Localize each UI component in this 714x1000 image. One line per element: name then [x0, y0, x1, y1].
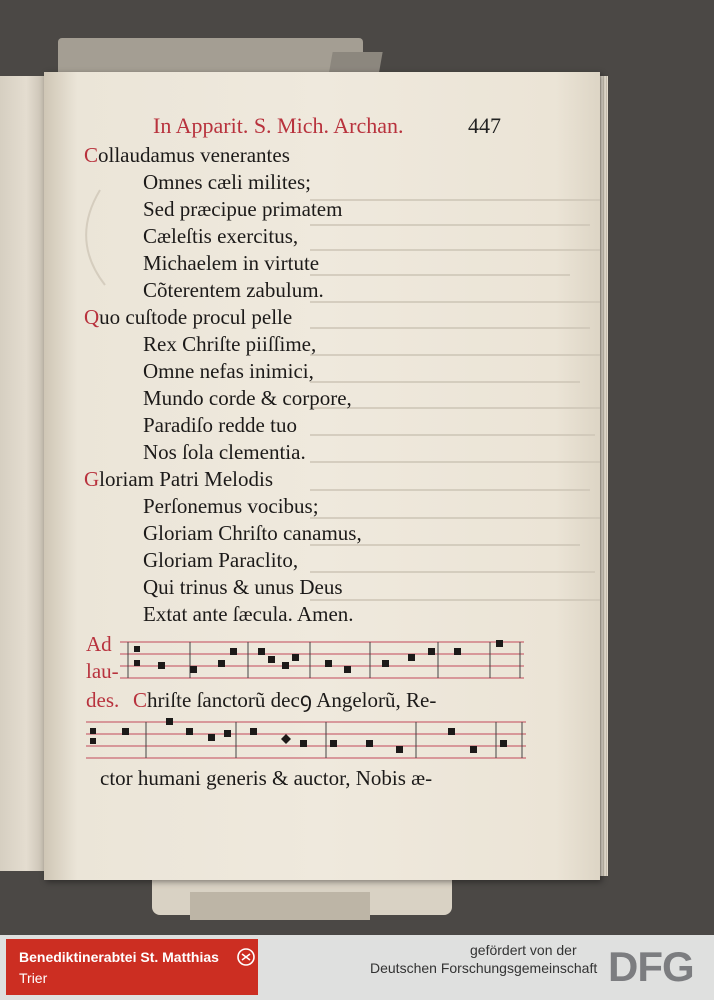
chant-staff-1	[120, 636, 524, 682]
stanza-3-line-4: Qui trinus & unus Deus	[143, 575, 343, 599]
stanza-3-line-5: Extat ante ſæcula. Amen.	[143, 602, 354, 626]
stanza-2-line-1: Rex Chriſte piiſſime,	[143, 332, 317, 356]
stanza-3-first-line	[84, 467, 273, 492]
stanza-2-line-2: Omne nefas inimici,	[143, 359, 314, 383]
page-header: In Apparit. S. Mich. Archan.	[153, 113, 404, 138]
stanza-1-line-2: Sed præcipue primatem	[143, 197, 343, 221]
stanza-1-line-3: Cæleſtis exercitus,	[143, 224, 299, 248]
stanza-2-line-5: Nos ſola clementia.	[143, 440, 306, 464]
bottom-binding-shadow	[190, 892, 370, 920]
stanza-1-initial: C	[84, 143, 99, 167]
stanza-2-initial: Q	[84, 305, 100, 329]
abbey-emblem-icon	[236, 947, 256, 967]
rubric-ad: Ad	[86, 632, 112, 656]
stanza-1-first-line	[84, 143, 290, 168]
chant-lyric-1	[133, 686, 436, 714]
stanza-3-line-2: Gloriam Chriſto canamus,	[143, 521, 362, 545]
stanza-3-initial: G	[84, 467, 100, 491]
stanza-2-line-4: Paradiſo redde tuo	[143, 413, 297, 437]
institution-city: Trier	[19, 970, 48, 986]
funded-by-line-1: gefördert von der	[470, 942, 577, 958]
institution-badge[interactable]	[6, 939, 258, 995]
stanza-3-first-text: loriam Patri Melodis	[99, 467, 273, 491]
chant-notes-2	[90, 718, 507, 753]
stanza-2-first-line	[84, 305, 292, 330]
rubric-des: des.	[86, 688, 120, 712]
dfg-logo[interactable]: DFG	[608, 943, 694, 990]
chant-staff-2	[86, 716, 526, 764]
stanza-2-line-3: Mundo corde & corpore,	[143, 386, 352, 410]
chant-lyric-2: ctor humani generis & auctor, Nobis æ-	[100, 766, 433, 790]
left-page-edge	[0, 76, 44, 871]
stanza-1-first-text: ollaudamus venerantes	[98, 143, 290, 167]
stanza-2-first-text: uo cuſtode procul pelle	[99, 305, 293, 329]
rubric-laudes: lau-	[86, 659, 119, 683]
funded-by-line-2: Deutschen Forschungsgemeinschaft	[370, 960, 598, 976]
chant-lyric-1-text: hriſte ſanctorũ decꝯ Angelorũ, Re-	[147, 688, 437, 712]
footer-bar	[0, 935, 714, 1000]
stanza-1-line-5: Cõterentem zabulum.	[143, 278, 324, 302]
chant-lyric-initial: C	[133, 688, 148, 712]
stanza-3-line-3: Gloriam Paraclito,	[143, 548, 299, 572]
institution-name: Benediktinerabtei St. Matthias	[19, 949, 219, 965]
chant-notes-1	[134, 640, 503, 673]
stanza-1-line-4: Michaelem in virtute	[143, 251, 320, 275]
page-number: 447	[468, 113, 501, 138]
stanza-3-line-1: Perſonemus vocibus;	[143, 494, 319, 518]
stanza-1-line-1: Omnes cæli milites;	[143, 170, 311, 194]
